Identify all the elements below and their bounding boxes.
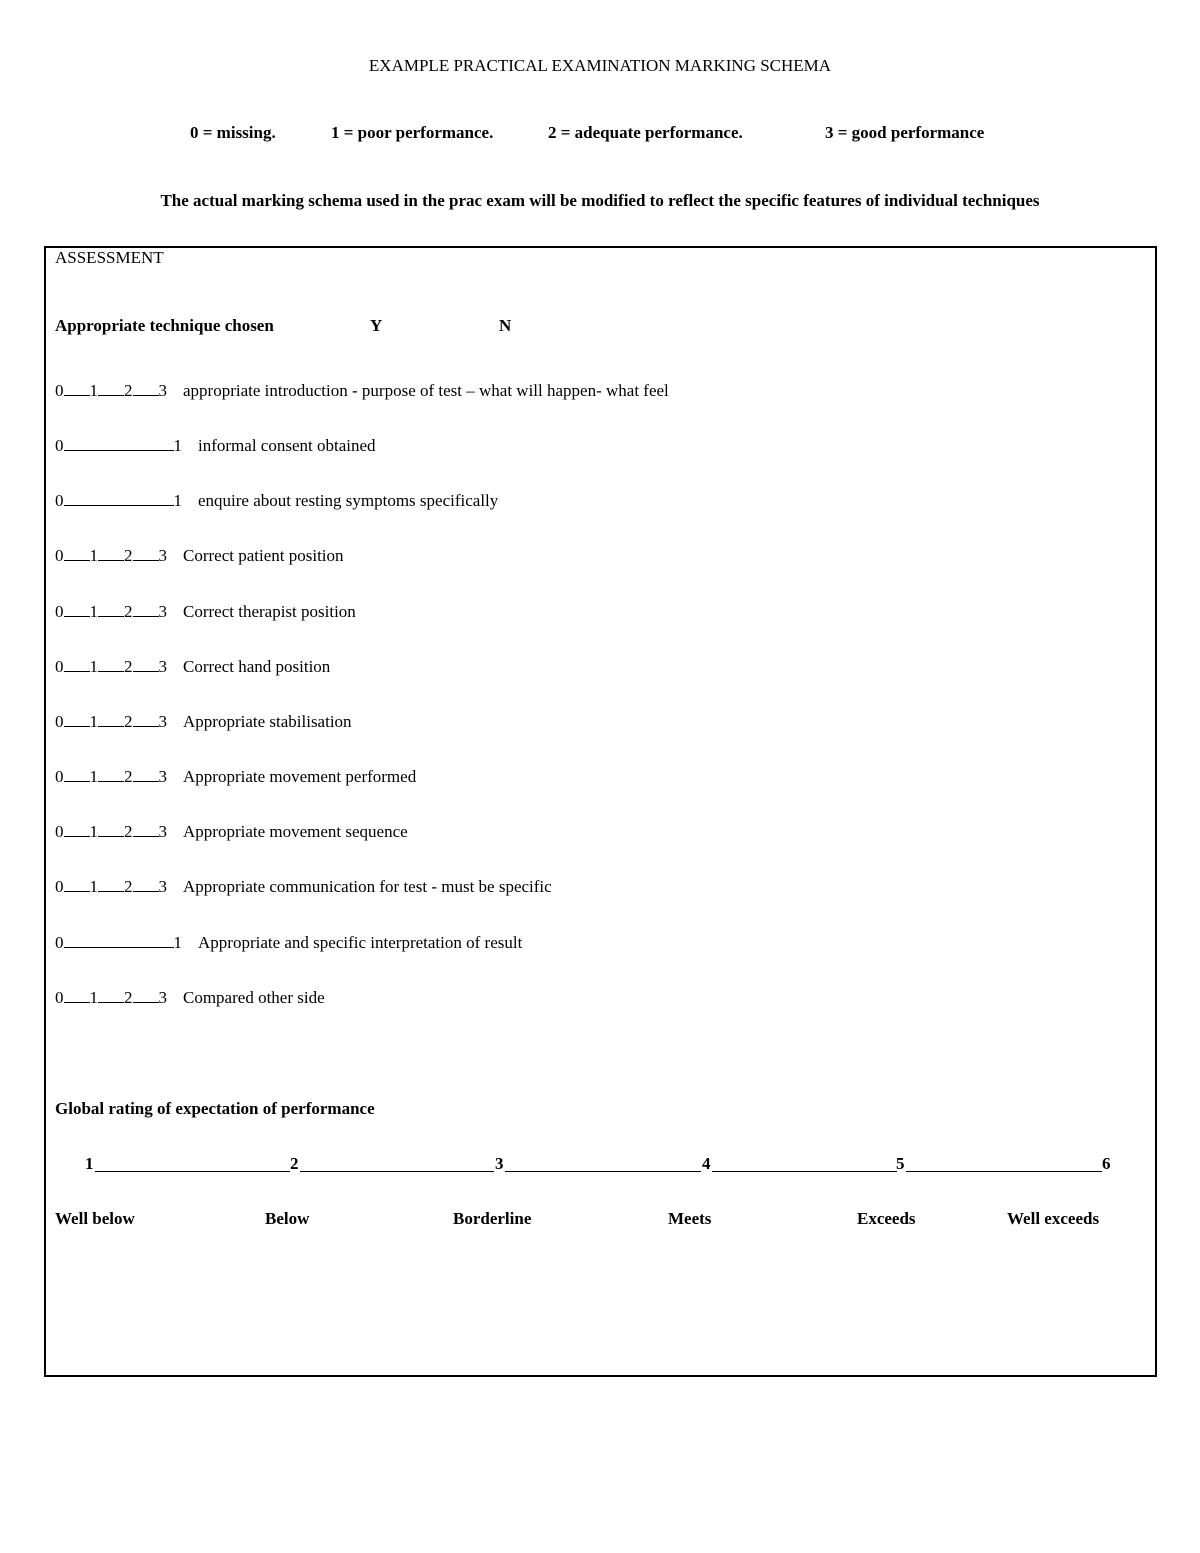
score-scale[interactable]: 0 1 <box>55 491 182 510</box>
item-label: Appropriate and specific interpretation of result <box>198 933 523 952</box>
rating-anchor: Meets <box>668 1209 712 1228</box>
rating-line-segment <box>906 1171 1102 1172</box>
score-scale[interactable]: 0 1 2 3 <box>55 546 167 565</box>
technique-yes-option[interactable]: Y <box>370 316 383 335</box>
global-rating-scale <box>85 1154 1115 1176</box>
assessment-item <box>55 712 352 734</box>
rating-line-segment <box>712 1171 897 1172</box>
scale-1: 1 = poor performance. <box>331 123 494 142</box>
item-label: Appropriate movement sequence <box>183 822 408 841</box>
item-label: Compared other side <box>183 988 325 1007</box>
item-label: Correct therapist position <box>183 602 356 621</box>
assessment-item <box>55 933 522 955</box>
rating-line-segment <box>95 1171 290 1172</box>
assessment-item <box>55 822 408 844</box>
assessment-heading: ASSESSMENT <box>55 248 164 267</box>
assessment-item <box>55 877 552 899</box>
item-label: Appropriate stabilisation <box>183 712 352 731</box>
assessment-box <box>44 246 1157 1377</box>
assessment-item <box>55 491 498 513</box>
rating-number[interactable]: 1 <box>85 1154 94 1173</box>
rating-number[interactable]: 5 <box>896 1154 905 1173</box>
scale-2: 2 = adequate performance. <box>548 123 743 142</box>
rating-line-segment <box>505 1171 701 1172</box>
assessment-item <box>55 546 344 568</box>
rating-anchor: Well exceeds <box>1007 1209 1100 1228</box>
score-scale[interactable]: 0 1 2 3 <box>55 822 167 841</box>
score-scale[interactable]: 0 1 2 3 <box>55 602 167 621</box>
item-label: enquire about resting symptoms specifically <box>198 491 499 510</box>
score-scale[interactable]: 0 1 2 3 <box>55 877 167 896</box>
item-label: appropriate introduction - purpose of test – what will happen- what feel <box>183 381 669 400</box>
rating-number[interactable]: 6 <box>1102 1154 1111 1173</box>
item-label: Appropriate communication for test - must be specific <box>183 877 552 896</box>
rating-number[interactable]: 2 <box>290 1154 299 1173</box>
item-label: Correct patient position <box>183 546 344 565</box>
rating-anchor: Below <box>265 1209 310 1228</box>
global-rating-label: Global rating of expectation of performance <box>55 1099 375 1118</box>
score-scale[interactable]: 0 1 2 3 <box>55 767 167 786</box>
item-label: Appropriate movement performed <box>183 767 417 786</box>
rating-number[interactable]: 4 <box>702 1154 711 1173</box>
schema-note: The actual marking schema used in the prac exam will be modified to reflect the specific features of individual techniques <box>160 191 1040 210</box>
item-label: Correct hand position <box>183 657 331 676</box>
assessment-item <box>55 767 416 789</box>
item-label: informal consent obtained <box>198 436 376 455</box>
technique-chosen-label: Appropriate technique chosen <box>55 316 274 335</box>
rating-line-segment <box>300 1171 494 1172</box>
score-scale[interactable]: 0 1 2 3 <box>55 712 167 731</box>
assessment-item <box>55 602 356 624</box>
rating-anchor: Well below <box>55 1209 135 1228</box>
rating-number[interactable]: 3 <box>495 1154 504 1173</box>
score-scale[interactable]: 0 1 <box>55 933 182 952</box>
technique-no-option[interactable]: N <box>499 316 512 335</box>
assessment-item <box>55 381 669 403</box>
score-scale[interactable]: 0 1 2 3 <box>55 381 167 400</box>
scale-3: 3 = good performance <box>825 123 985 142</box>
rating-anchor: Exceeds <box>857 1209 916 1228</box>
score-scale[interactable]: 0 1 2 3 <box>55 988 167 1007</box>
page-title: EXAMPLE PRACTICAL EXAMINATION MARKING SCHEMA <box>368 56 832 75</box>
assessment-item <box>55 657 330 679</box>
assessment-item <box>55 436 376 458</box>
scale-0: 0 = missing. <box>190 123 276 142</box>
score-scale[interactable]: 0 1 <box>55 436 182 455</box>
rating-anchor: Borderline <box>453 1209 532 1228</box>
score-scale[interactable]: 0 1 2 3 <box>55 657 167 676</box>
assessment-item <box>55 988 325 1010</box>
